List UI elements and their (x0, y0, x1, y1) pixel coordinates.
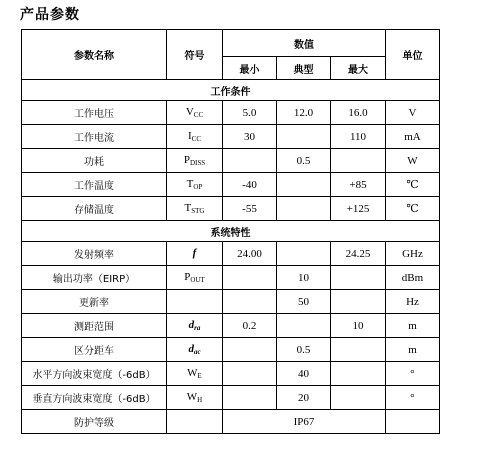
symbol-cell (167, 362, 223, 386)
unit-cell: GHz (386, 242, 440, 266)
param-name-cell: 输出功率（EIRP） (22, 266, 167, 290)
symbol-main: d (188, 319, 195, 331)
param-name-cell: 存储温度 (22, 197, 167, 221)
unit-cell: Hz (386, 290, 440, 314)
unit-cell: dBm (386, 266, 440, 290)
table-row (22, 149, 440, 173)
typ-cell: 40 (277, 362, 331, 386)
max-cell: 16.0 (331, 101, 386, 125)
typ-cell: 12.0 (277, 101, 331, 125)
param-name-cell: 区分距车 (22, 338, 167, 362)
symbol-subscript: DISS (189, 159, 206, 167)
max-cell (331, 290, 386, 314)
min-cell: 5.0 (223, 101, 277, 125)
typ-cell: 10 (277, 266, 331, 290)
section-row-operating (22, 80, 440, 101)
table-row (22, 242, 440, 266)
symbol-cell (167, 242, 223, 266)
symbol-subscript: H (197, 396, 203, 404)
symbol-main: P (184, 271, 191, 283)
symbol-main: I (187, 130, 192, 142)
symbol-main: W (186, 391, 198, 403)
symbol-cell (167, 314, 223, 338)
unit-cell: m (386, 314, 440, 338)
table-row (22, 290, 440, 314)
header-unit: 单位 (386, 30, 440, 80)
table-row (22, 314, 440, 338)
symbol-cell (167, 266, 223, 290)
symbol-main: V (185, 106, 194, 118)
symbol-cell (167, 386, 223, 410)
header-row (22, 30, 440, 57)
symbol-cell (167, 101, 223, 125)
param-name-cell: 水平方向波束宽度（-6dB） (22, 362, 167, 386)
table-row (22, 197, 440, 221)
typ-cell: 20 (277, 386, 331, 410)
max-cell (331, 266, 386, 290)
table-row (22, 101, 440, 125)
symbol-subscript: CC (193, 111, 204, 119)
header-min: 最小 (223, 57, 277, 80)
symbol-cell (167, 338, 223, 362)
param-name-cell: 更新率 (22, 290, 167, 314)
symbol-cell (167, 410, 223, 434)
min-cell: 24.00 (223, 242, 277, 266)
page-title: 产品参数 (20, 7, 80, 23)
unit-cell: mA (386, 125, 440, 149)
unit-cell: ℃ (386, 197, 440, 221)
unit-cell: ° (386, 386, 440, 410)
min-cell (223, 362, 277, 386)
min-cell (223, 290, 277, 314)
unit-cell: ℃ (386, 173, 440, 197)
typ-cell: 50 (277, 290, 331, 314)
table-row (22, 386, 440, 410)
typ-cell (277, 173, 331, 197)
typ-cell (277, 242, 331, 266)
symbol-main: d (188, 343, 194, 355)
param-name-cell: 垂直方向波束宽度（-6dB） (22, 386, 167, 410)
max-cell (331, 386, 386, 410)
typ-cell (277, 197, 331, 221)
symbol-main: P (183, 154, 190, 166)
max-cell: 24.25 (331, 242, 386, 266)
min-cell: 0.2 (223, 314, 277, 338)
min-cell (223, 338, 277, 362)
typ-cell: 0.5 (277, 338, 331, 362)
table-row (22, 173, 440, 197)
typ-cell (277, 125, 331, 149)
protection-row (22, 410, 440, 434)
symbol-cell (167, 173, 223, 197)
header-param-name: 参数名称 (22, 30, 167, 80)
unit-cell (386, 410, 440, 434)
symbol-main: W (187, 367, 198, 379)
section-row-system (22, 221, 440, 242)
max-cell: +125 (331, 197, 386, 221)
symbol-subscript: ac (193, 348, 201, 356)
param-name-cell: 工作电压 (22, 101, 167, 125)
symbol-cell (167, 125, 223, 149)
symbol-cell (167, 149, 223, 173)
table-row (22, 125, 440, 149)
symbol-main: T (186, 178, 194, 190)
min-cell: -40 (223, 173, 277, 197)
section-system: 系统特性 (22, 221, 440, 242)
symbol-subscript: OP (193, 183, 203, 191)
symbol-cell (167, 197, 223, 221)
header-max: 最大 (331, 57, 386, 80)
header-typ: 典型 (277, 57, 331, 80)
param-name-cell: 防护等级 (22, 410, 167, 434)
symbol-subscript: E (197, 372, 202, 380)
max-cell: +85 (331, 173, 386, 197)
max-cell (331, 362, 386, 386)
symbol-cell (167, 290, 223, 314)
section-operating: 工作条件 (22, 80, 440, 101)
min-cell (223, 266, 277, 290)
table-row (22, 338, 440, 362)
protection-value: IP67 (223, 410, 386, 434)
typ-cell (277, 314, 331, 338)
symbol-subscript: ra (194, 324, 201, 332)
param-name-cell: 发射频率 (22, 242, 167, 266)
table-row (22, 362, 440, 386)
header-symbol: 符号 (167, 30, 223, 80)
unit-cell: ° (386, 362, 440, 386)
min-cell: -55 (223, 197, 277, 221)
max-cell (331, 338, 386, 362)
max-cell (331, 149, 386, 173)
table-row (22, 266, 440, 290)
unit-cell: m (386, 338, 440, 362)
symbol-subscript: CC (191, 135, 201, 143)
max-cell: 110 (331, 125, 386, 149)
typ-cell: 0.5 (277, 149, 331, 173)
param-name-cell: 工作电流 (22, 125, 167, 149)
min-cell (223, 149, 277, 173)
symbol-subscript: OUT (190, 276, 205, 284)
unit-cell: W (386, 149, 440, 173)
table-body (22, 80, 440, 434)
min-cell: 30 (223, 125, 277, 149)
min-cell (223, 386, 277, 410)
unit-cell: V (386, 101, 440, 125)
spec-table (21, 29, 440, 434)
param-name-cell: 工作温度 (22, 173, 167, 197)
symbol-main: T (184, 202, 192, 214)
header-value: 数值 (223, 30, 386, 57)
param-name-cell: 测距范围 (22, 314, 167, 338)
symbol-subscript: STG (191, 207, 205, 215)
max-cell: 10 (331, 314, 386, 338)
symbol-main: f (192, 247, 197, 259)
param-name-cell: 功耗 (22, 149, 167, 173)
